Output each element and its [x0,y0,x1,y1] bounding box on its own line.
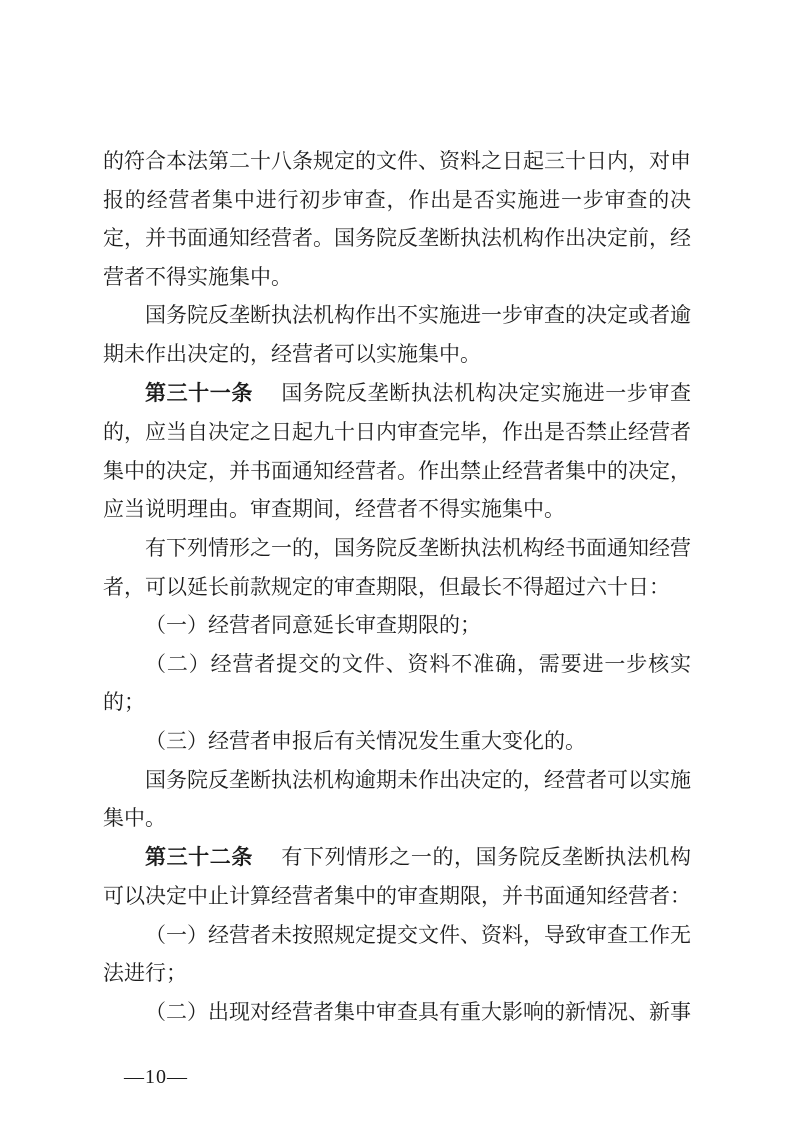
paragraph [103,761,691,838]
paragraph-text: 国务院反垄断执法机构作出不实施进一步审查的决定或者逾期未作出决定的，经营者可以实施集中。 [103,303,691,366]
paragraph-text: （一）经营者同意延长审查期限的； [145,613,481,638]
paragraph [103,296,691,373]
article-number: 第三十二条 [145,845,253,869]
paragraph-text: （一）经营者未按照规定提交文件、资料，导致审查工作无法进行； [103,922,691,986]
document-body [103,142,691,1032]
paragraph-text: 的符合本法第二十八条规定的文件、资料之日起三十日内，对申报的经营者集中进行初步审查，作出是否实施进一步审查的决定，并书面通知经营者。国务院反垄断执法机构作出决定前，经营者不得实施集中。 [103,149,691,289]
paragraph [103,142,691,296]
paragraph [103,916,691,993]
paragraph [103,722,691,761]
paragraph [103,645,691,722]
paragraph-text: 国务院反垄断执法机构逾期未作出决定的，经营者可以实施集中。 [103,767,691,831]
paragraph-text: （三）经营者申报后有关情况发生重大变化的。 [145,728,586,753]
paragraph [103,606,691,645]
paragraph [103,838,691,916]
paragraph-text: （二）出现对经营者集中审查具有重大影响的新情况、新事 [145,1000,691,1025]
paragraph [103,374,691,529]
paragraph-text: （二）经营者提交的文件、资料不准确，需要进一步核实的； [103,651,691,715]
paragraph [103,993,691,1032]
paragraph-text: 有下列情形之一的，国务院反垄断执法机构经书面通知经营者，可以延长前款规定的审查期限，但最长不得超过六十日： [103,535,691,599]
page-number: —10— [124,1066,188,1088]
paragraph [103,529,691,606]
article-number: 第三十一条 [145,381,253,405]
paragraph-text: 国务院反垄断执法机构决定实施进一步审查的，应当自决定之日起九十日内审查完毕，作出是否禁止经营者集中的决定，并书面通知经营者。作出禁止经营者集中的决定，应当说明理由。审查期间，经营者不得实施集中。 [103,380,691,522]
paragraph-text: 有下列情形之一的，国务院反垄断执法机构可以决定中止计算经营者集中的审查期限，并书面通知经营者： [103,844,691,909]
